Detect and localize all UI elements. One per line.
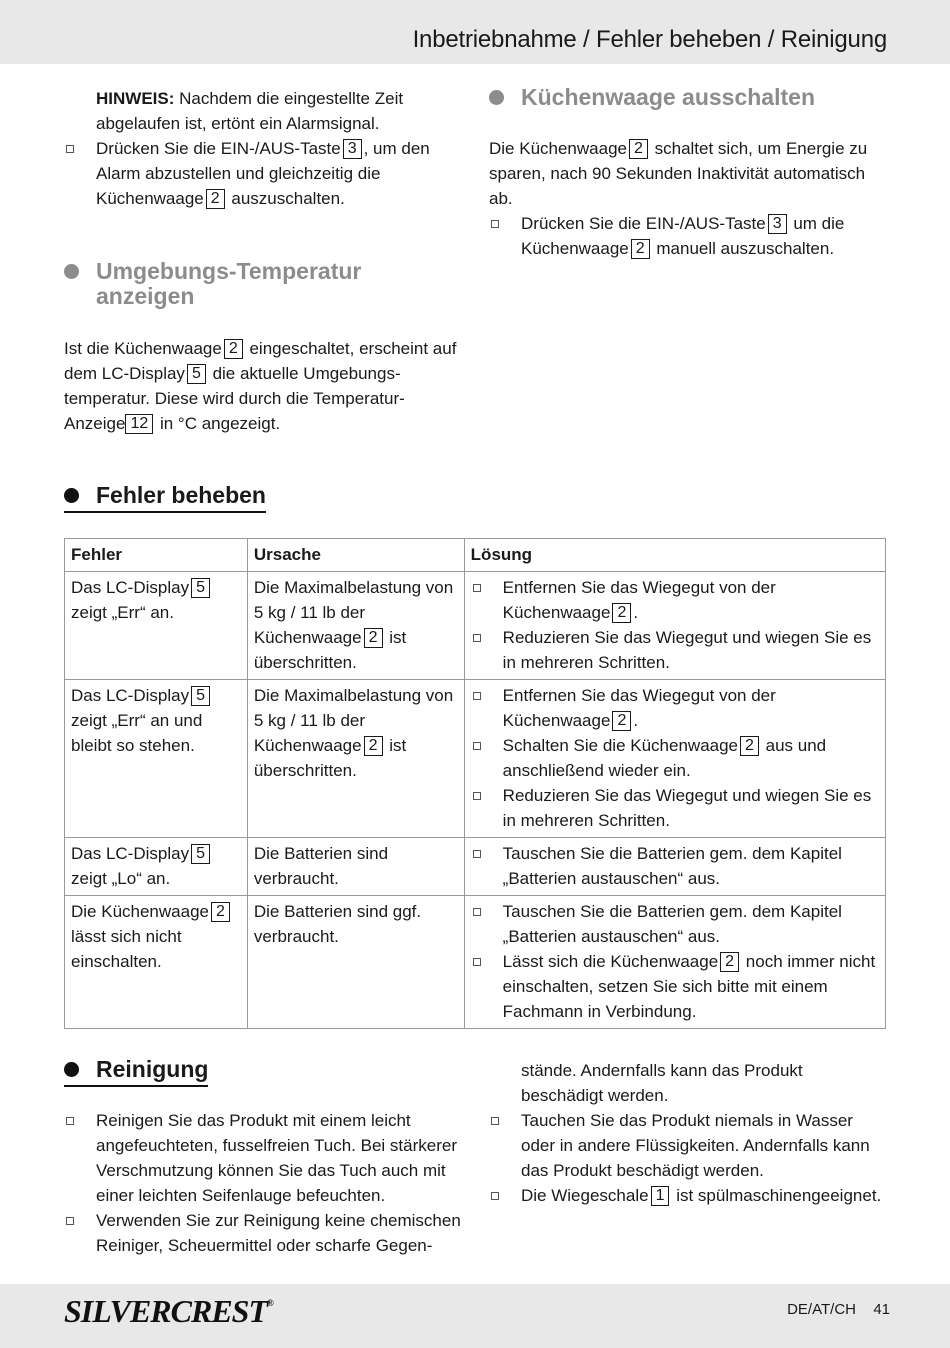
page-number: 41 bbox=[873, 1301, 890, 1318]
list-item: Entfernen Sie das Wiegegut von der Küchenwaage 2 . bbox=[471, 575, 879, 625]
list-item: Reduzieren Sie das Wiegegut und wiegen Sie es in mehreren Schritten. bbox=[471, 625, 879, 675]
table-row bbox=[65, 838, 886, 896]
section-heading-switch-off: Küchenwaage ausschalten bbox=[521, 84, 815, 110]
cell-fehler: Das LC-Display 5 zeigt „Lo“ an. bbox=[65, 838, 248, 896]
temperature-paragraph: Ist die Küchenwaage 2 eingeschaltet, erscheint auf dem LC-Display 5 die aktuelle Umgebungstemperatur. Diese wird durch die Temperatur-Anzeige 12 in °C angezeigt. bbox=[64, 339, 457, 433]
table-header-row bbox=[65, 539, 886, 572]
part-ref: 2 bbox=[740, 736, 759, 756]
cleaning-list-left bbox=[64, 1108, 464, 1258]
section-heading-faults: Fehler beheben bbox=[64, 483, 266, 513]
checkbox-bullet-icon bbox=[66, 145, 74, 153]
list-item: Reinigen Sie das Produkt mit einem leicht angefeuchteten, fusselfreien Tuch. Bei stärkerer Verschmutzung können Sie das Tuch auch mit einer leichten Seifenlauge befeuchten. bbox=[64, 1108, 464, 1208]
cell-fehler: Das LC-Display 5 zeigt „Err“ an und bleibt so stehen. bbox=[65, 680, 248, 838]
list-item: Verwenden Sie zur Reinigung keine chemischen Reiniger, Scheuermittel oder scharfe Gegen- bbox=[64, 1208, 464, 1258]
cell-ursache: Die Maximalbelastung von 5 kg / 11 lb der Küchenwaage 2 ist überschritten. bbox=[247, 680, 464, 838]
hinweis-note bbox=[64, 86, 464, 136]
cell-loesung bbox=[464, 896, 885, 1029]
list-item: Tauschen Sie die Batterien gem. dem Kapitel „Batterien austauschen“ aus. bbox=[471, 841, 879, 891]
part-ref: 2 bbox=[612, 603, 631, 623]
part-ref: 2 bbox=[364, 628, 383, 648]
checkbox-bullet-icon bbox=[491, 1117, 499, 1125]
part-ref: 2 bbox=[631, 239, 650, 259]
column-header-loesung: Lösung bbox=[464, 539, 885, 572]
section-heading-cleaning: Reinigung bbox=[64, 1057, 208, 1087]
checkbox-bullet-icon bbox=[473, 692, 481, 700]
part-ref: 5 bbox=[191, 686, 210, 706]
cell-loesung bbox=[464, 572, 885, 680]
list-item: Reduzieren Sie das Wiegegut und wiegen Sie es in mehreren Schritten. bbox=[471, 783, 879, 833]
cell-fehler: Die Küchenwaage 2 lässt sich nicht einschalten. bbox=[65, 896, 248, 1029]
checkbox-bullet-icon bbox=[66, 1117, 74, 1125]
cell-loesung bbox=[464, 680, 885, 838]
cell-ursache: Die Batterien sind ggf. verbraucht. bbox=[247, 896, 464, 1029]
part-ref: 3 bbox=[343, 139, 362, 159]
checkbox-bullet-icon bbox=[473, 792, 481, 800]
checkbox-bullet-icon bbox=[473, 634, 481, 642]
list-item: Entfernen Sie das Wiegegut von der Küchenwaage 2 . bbox=[471, 683, 879, 733]
list-item: Drücken Sie die EIN-/AUS-Taste 3 um die Küchenwaage 2 manuell auszuschalten. bbox=[489, 211, 891, 261]
part-ref: 2 bbox=[629, 139, 648, 159]
list-item: Tauchen Sie das Produkt niemals in Wasser oder in andere Flüssigkeiten. Andernfalls kann das Produkt beschädigt werden. bbox=[489, 1108, 889, 1183]
column-header-ursache: Ursache bbox=[247, 539, 464, 572]
brand-logo: SILVERCREST® bbox=[64, 1293, 273, 1329]
part-ref: 2 bbox=[206, 189, 225, 209]
checkbox-bullet-icon bbox=[473, 584, 481, 592]
list-item: Die Wiegeschale 1 ist spülmaschinengeeignet. bbox=[489, 1183, 889, 1208]
cell-loesung bbox=[464, 838, 885, 896]
hinweis-text: Nachdem die eingestellte Zeit abgelaufen ist, ertönt ein Alarmsignal. bbox=[96, 89, 404, 133]
bullet-dot-icon bbox=[489, 90, 504, 105]
cell-ursache: Die Batterien sind verbraucht. bbox=[247, 838, 464, 896]
part-ref: 5 bbox=[187, 364, 206, 384]
cell-fehler: Das LC-Display 5 zeigt „Err“ an. bbox=[65, 572, 248, 680]
checkbox-bullet-icon bbox=[491, 220, 499, 228]
hinweis-label: HINWEIS: bbox=[96, 89, 175, 108]
part-ref: 2 bbox=[612, 711, 631, 731]
part-ref: 2 bbox=[720, 952, 739, 972]
table-row bbox=[65, 572, 886, 680]
list-item-continued: stände. Andernfalls kann das Produkt beschädigt werden. bbox=[521, 1061, 803, 1105]
checkbox-bullet-icon bbox=[491, 1192, 499, 1200]
checkbox-bullet-icon bbox=[66, 1217, 74, 1225]
column-header-fehler: Fehler bbox=[65, 539, 248, 572]
checkbox-bullet-icon bbox=[473, 742, 481, 750]
alarm-section bbox=[64, 86, 464, 211]
page-title: Inbetriebnahme / Fehler beheben / Reinigung bbox=[412, 26, 887, 53]
list-item: Lässt sich die Küchenwaage 2 noch immer nicht einschalten, setzen Sie sich bitte mit einem Fachmann in Verbindung. bbox=[471, 949, 879, 1024]
page-header bbox=[0, 0, 950, 64]
part-ref: 2 bbox=[224, 339, 243, 359]
cleaning-list-right bbox=[489, 1058, 889, 1208]
checkbox-bullet-icon bbox=[473, 958, 481, 966]
region-label: DE/AT/CH bbox=[787, 1301, 856, 1318]
section-heading-temperature: Umgebungs-Temperatur anzeigen bbox=[96, 258, 362, 309]
list-item: Tauschen Sie die Batterien gem. dem Kapitel „Batterien austauschen“ aus. bbox=[471, 899, 879, 949]
part-ref: 3 bbox=[768, 214, 787, 234]
part-ref: 12 bbox=[125, 414, 153, 434]
list-item: Drücken Sie die EIN-/AUS-Taste 3 , um den Alarm abzustellen und gleichzeitig die Küchenwaage 2 auszuschalten. bbox=[64, 136, 464, 211]
cell-ursache: Die Maximalbelastung von 5 kg / 11 lb der Küchenwaage 2 ist überschritten. bbox=[247, 572, 464, 680]
checkbox-bullet-icon bbox=[473, 850, 481, 858]
fault-table bbox=[64, 538, 886, 1029]
part-ref: 5 bbox=[191, 844, 210, 864]
part-ref: 2 bbox=[364, 736, 383, 756]
table-row bbox=[65, 680, 886, 838]
checkbox-bullet-icon bbox=[473, 908, 481, 916]
list-item: Schalten Sie die Küchenwaage 2 aus und anschließend wieder ein. bbox=[471, 733, 879, 783]
switch-off-paragraph: Die Küchenwaage 2 schaltet sich, um Energie zu sparen, nach 90 Sekunden Inaktivität automatisch ab. bbox=[489, 139, 868, 208]
part-ref: 2 bbox=[211, 902, 230, 922]
table-row bbox=[65, 896, 886, 1029]
part-ref: 1 bbox=[651, 1186, 670, 1206]
bullet-dot-icon bbox=[64, 264, 79, 279]
part-ref: 5 bbox=[191, 578, 210, 598]
